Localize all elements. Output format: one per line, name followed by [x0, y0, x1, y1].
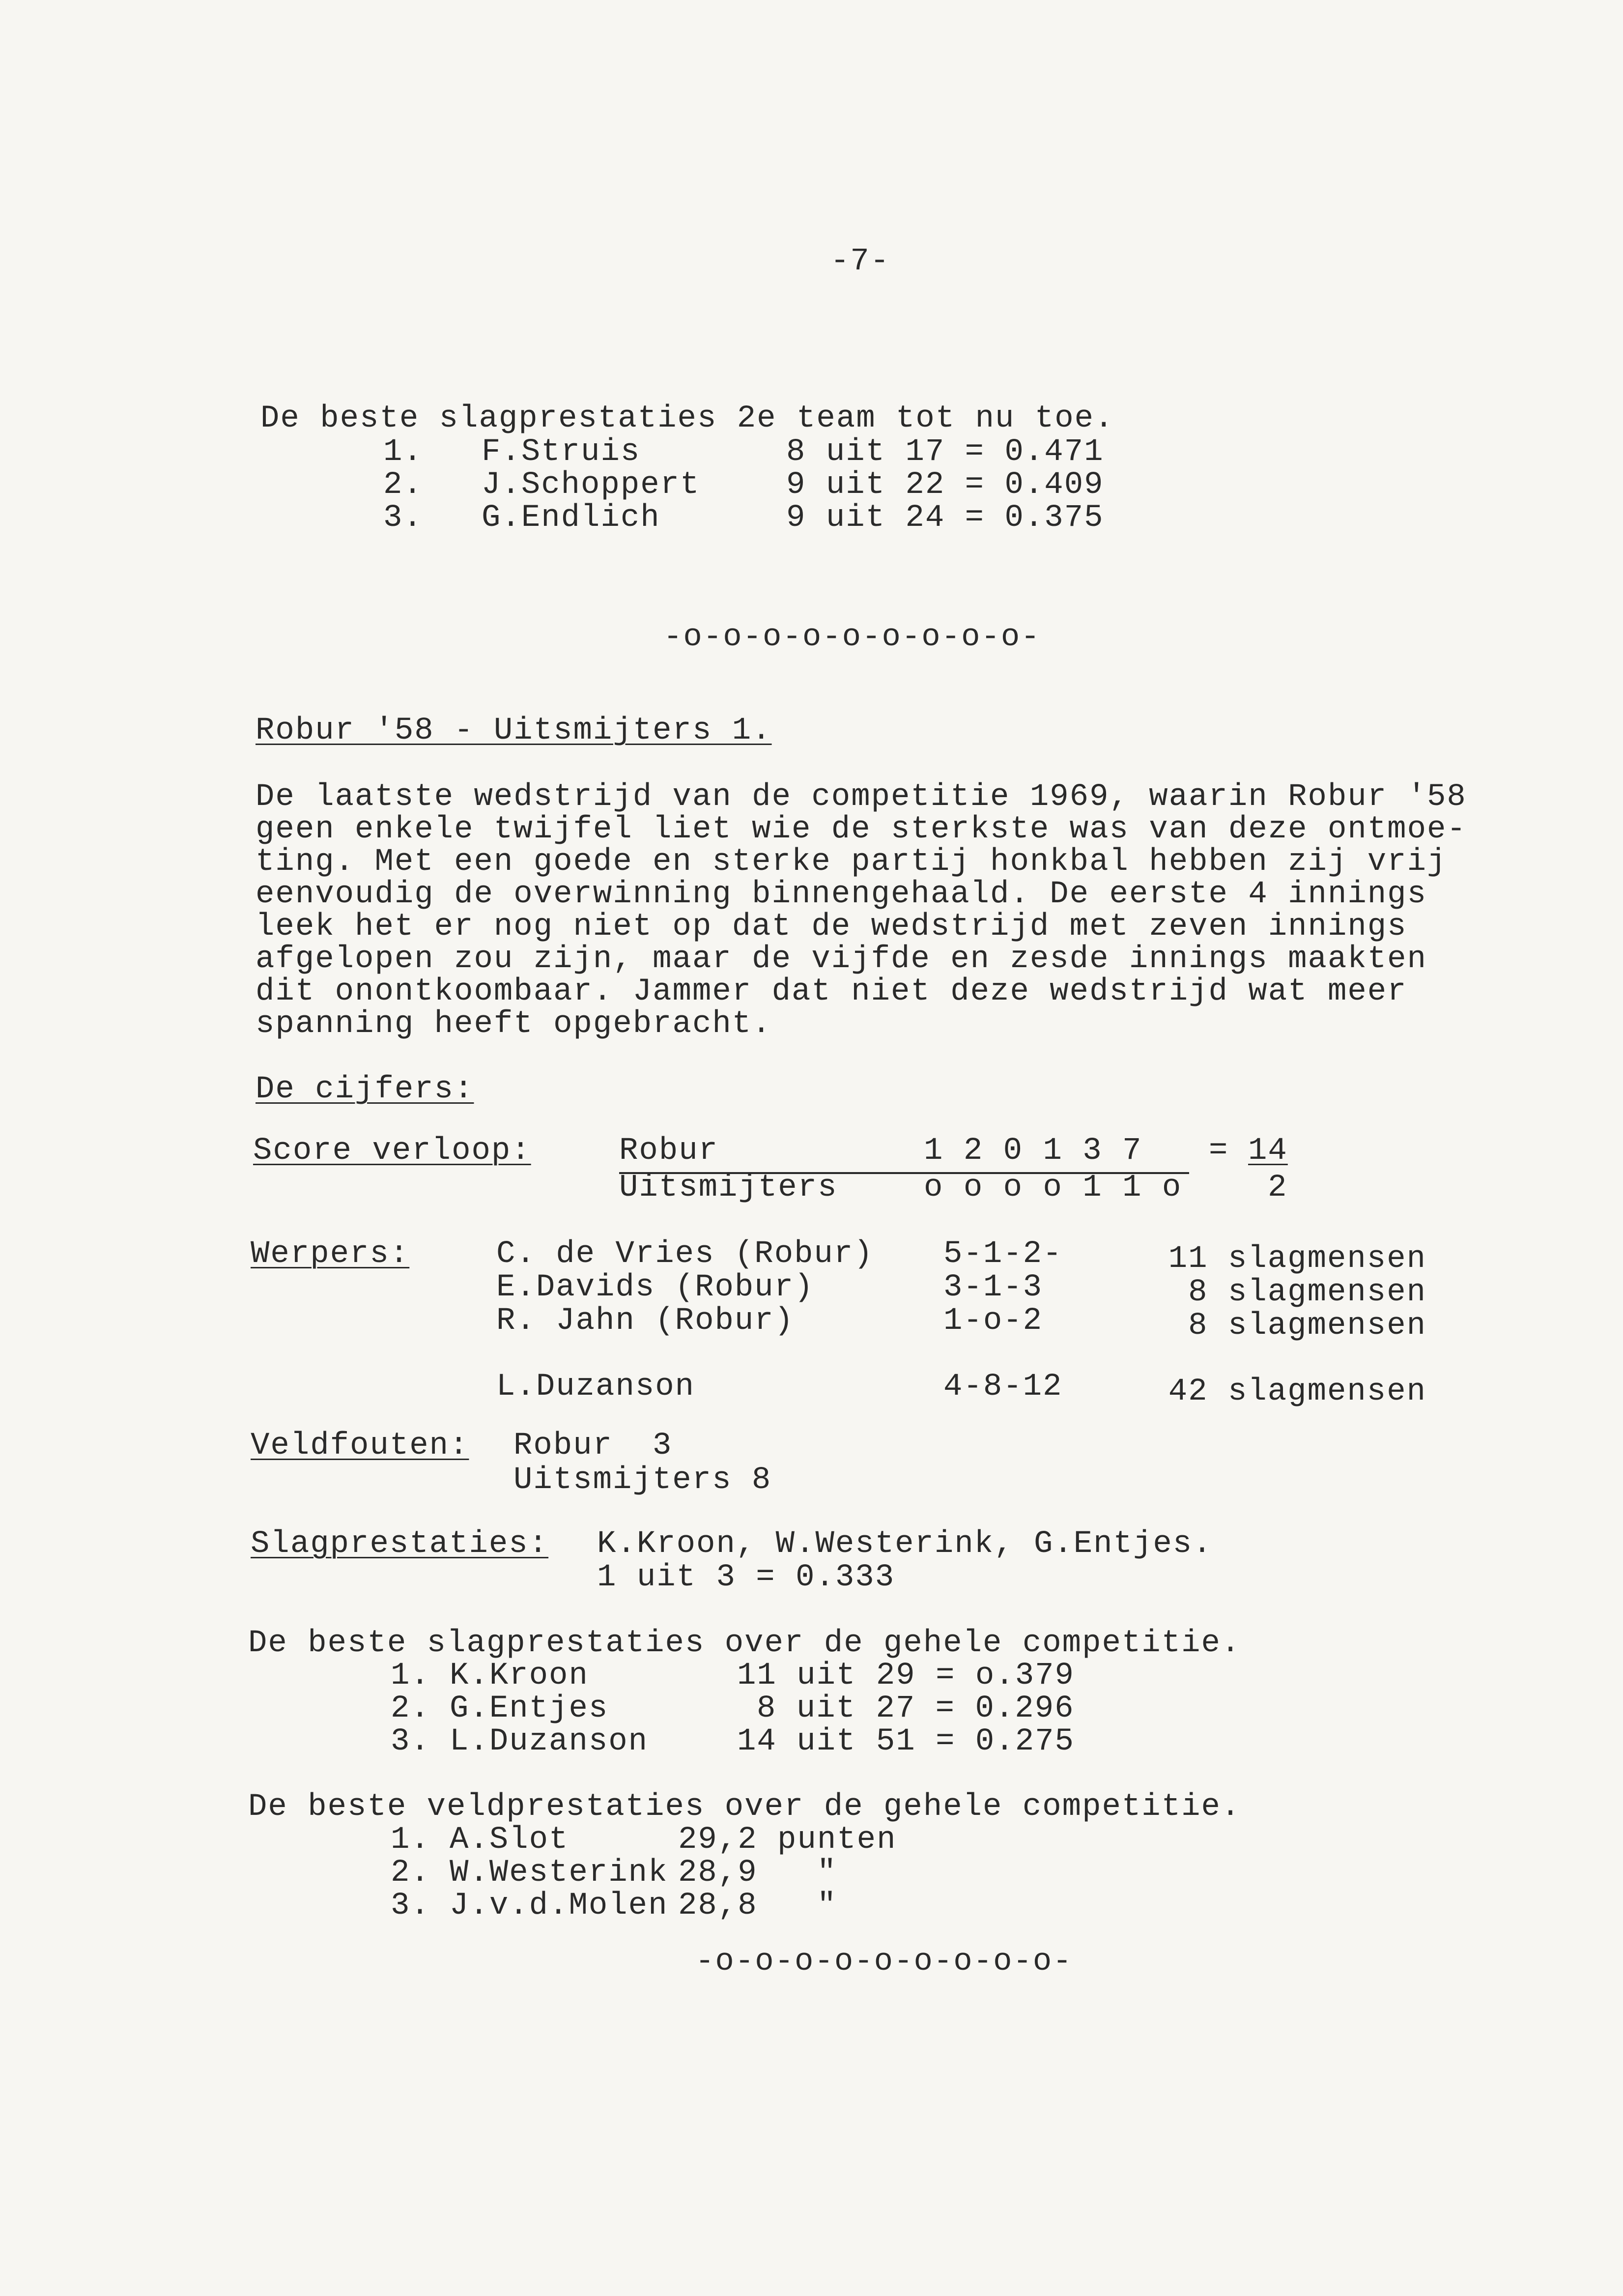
season-batting-heading: De beste slagprestaties over de gehele competitie.	[248, 1626, 1241, 1661]
team1-innings: 1 2 0 1 3 7	[924, 1133, 1142, 1169]
page-number: -7-	[830, 244, 890, 279]
paragraph-line: afgelopen zou zijn, maar de vijfde en zesde innings maakten	[256, 942, 1427, 977]
batting-score: 8 uit 27 = 0.296	[757, 1691, 1075, 1726]
team2-name: Uitsmijters	[619, 1170, 838, 1205]
player-name: L.Duzanson	[450, 1724, 649, 1759]
rank: 1.	[383, 434, 423, 470]
player-name: G.Endlich	[482, 500, 660, 536]
season-fielding-heading: De beste veldprestaties over de gehele competitie.	[248, 1789, 1241, 1825]
pitcher-name: R. Jahn (Robur)	[496, 1303, 795, 1339]
player-name: F.Struis	[482, 434, 641, 470]
paragraph-line: ting. Met een goede en sterke partij honkbal hebben zij vrij	[256, 844, 1447, 880]
rank: 3.	[383, 500, 423, 536]
batters-list: K.Kroon, W.Westerink, G.Entjes.	[597, 1526, 1213, 1562]
slagprestaties-label: Slagprestaties:	[251, 1526, 549, 1562]
pitcher-result: 11 slagmensen	[1168, 1241, 1426, 1277]
player-name: G.Entjes	[450, 1691, 609, 1726]
rank: 2.	[391, 1691, 430, 1726]
pitcher-name: E.Davids (Robur)	[496, 1270, 814, 1305]
match-title: Robur '58 - Uitsmijters 1.	[256, 713, 772, 748]
rank: 2.	[383, 467, 423, 503]
list-item	[383, 436, 423, 468]
batting-score: 8 uit 17 = 0.471	[786, 434, 1104, 470]
batting-score: 14 uit 51 = 0.275	[737, 1724, 1075, 1759]
werpers-label: Werpers:	[251, 1236, 410, 1272]
pitcher-result: 8 slagmensen	[1188, 1308, 1426, 1344]
team1-name: Robur	[619, 1133, 719, 1169]
team2-total: 2	[1268, 1170, 1288, 1205]
score-label: Score verloop:	[253, 1133, 531, 1169]
player-name: A.Slot	[450, 1822, 569, 1858]
batting-score: 11 uit 29 = o.379	[737, 1658, 1075, 1693]
separator: -o-o-o-o-o-o-o-o-o-	[695, 1944, 1073, 1980]
paragraph-line: dit onontkoombaar. Jammer dat niet deze wedstrijd wat meer	[256, 974, 1407, 1009]
fielding-errors-row: Uitsmijters 8	[513, 1463, 772, 1498]
separator: -o-o-o-o-o-o-o-o-o-	[663, 620, 1041, 655]
pitcher-result: 42 slagmensen	[1168, 1374, 1426, 1409]
cijfers-label: De cijfers:	[256, 1072, 474, 1107]
team2-heading: De beste slagprestaties 2e team tot nu toe.	[260, 401, 1114, 436]
fielding-points: 29,2 punten	[678, 1822, 897, 1858]
player-name: J.Schoppert	[482, 467, 700, 503]
fielding-points: 28,8 "	[678, 1888, 837, 1923]
veldfouten-label: Veldfouten:	[251, 1428, 469, 1464]
player-name: W.Westerink	[450, 1855, 668, 1891]
paragraph-line: leek het er nog niet op dat de wedstrijd met zeven innings	[256, 909, 1407, 945]
pitcher-result: 8 slagmensen	[1188, 1275, 1426, 1310]
fielding-points: 28,9 "	[678, 1855, 837, 1891]
rank: 1.	[391, 1822, 430, 1858]
fielding-errors-row: Robur 3	[513, 1428, 673, 1464]
team2-innings: o o o o 1 1 o	[924, 1170, 1182, 1205]
paragraph-line: spanning heeft opgebracht.	[256, 1006, 772, 1042]
batting-score: 9 uit 22 = 0.409	[786, 467, 1104, 503]
list-item	[383, 469, 423, 501]
list-item	[383, 502, 423, 534]
pitcher-stat: 1-o-2	[943, 1303, 1043, 1339]
paragraph-line: geen enkele twijfel liet wie de sterkste was van deze ontmoe-	[256, 812, 1467, 847]
pitcher-name: L.Duzanson	[496, 1369, 695, 1405]
batters-score: 1 uit 3 = 0.333	[597, 1560, 895, 1595]
pitcher-stat: 4-8-12	[943, 1369, 1063, 1405]
equals-sign: =	[1209, 1133, 1229, 1169]
player-name: K.Kroon	[450, 1658, 589, 1693]
pitcher-stat: 3-1-3	[943, 1270, 1043, 1305]
paragraph-line: De laatste wedstrijd van de competitie 1969, waarin Robur '58	[256, 779, 1467, 815]
paragraph-line: eenvoudig de overwinning binnengehaald. De eerste 4 innings	[256, 877, 1427, 912]
pitcher-name: C. de Vries (Robur)	[496, 1236, 874, 1272]
rank: 3.	[391, 1888, 430, 1923]
pitcher-stat: 5-1-2-	[943, 1236, 1063, 1272]
team1-total: 14	[1248, 1133, 1288, 1169]
player-name: J.v.d.Molen	[450, 1888, 668, 1923]
batting-score: 9 uit 24 = 0.375	[786, 500, 1104, 536]
rank: 2.	[391, 1855, 430, 1891]
rank: 3.	[391, 1724, 430, 1759]
rank: 1.	[391, 1658, 430, 1693]
